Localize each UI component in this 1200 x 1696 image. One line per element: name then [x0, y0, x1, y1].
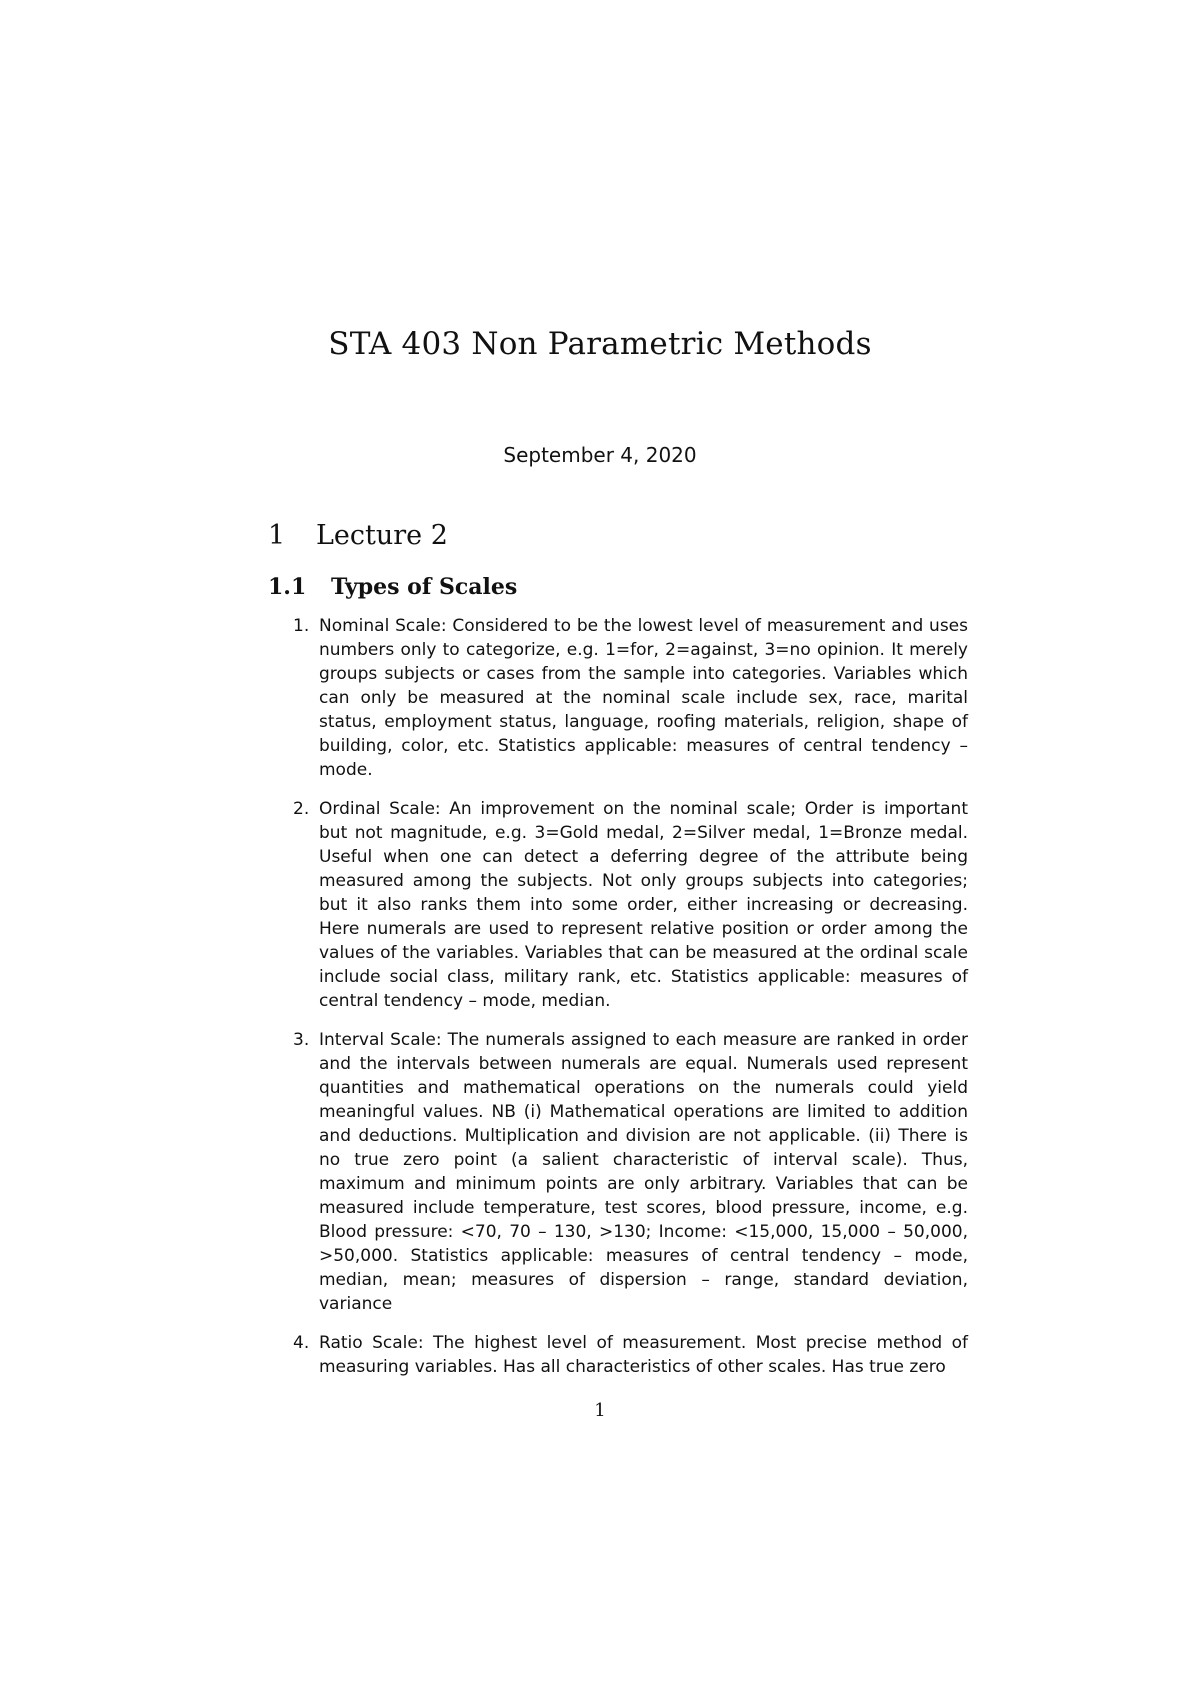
list-item-interval-scale	[268, 1028, 968, 1316]
document-date: September 4, 2020	[503, 443, 697, 467]
list-item-text: Ratio Scale: The highest level of measurement. Most precise method of measuring variables. Has all characteristics of other scales. Has true zero	[319, 1333, 968, 1377]
list-item-text: Nominal Scale: Considered to be the lowest level of measurement and uses numbers only to categorize, e.g. 1=for, 2=against, 3=no opinion. It merely groups subjects or cases from the sample into categories. Variables which can only be measured at the nominal scale include sex, race, marital status, employment status, language, roofing materials, religion, shape of building, color, etc. Statistics applicable: measures of central tendency – mode.	[319, 616, 968, 780]
list-marker: 3.	[293, 1030, 310, 1050]
list-marker: 4.	[293, 1333, 310, 1353]
section-number: 1	[268, 520, 286, 551]
subsection-heading	[268, 574, 517, 600]
list-item-text: Interval Scale: The numerals assigned to each measure are ranked in order and the intervals between numerals are equal. Numerals used represent quantities and mathematical operations on the numerals could yield meaningful values. NB (i) Mathematical operations are limited to addition and deductions. Multiplication and division are not applicable. (ii) There is no true zero point (a salient characteristic of interval scale). Thus, maximum and minimum points are only arbitrary. Variables that can be measured include temperature, test scores, blood pressure, income, e.g. Blood pressure: <70, 70 – 130, >130; Income: <15,000, 15,000 – 50,000, >50,000. Statistics applicable: measures of central tendency – mode, median, mean; measures of dispersion – range, standard deviation, variance	[319, 1030, 968, 1314]
subsection-title: Types of Scales	[331, 574, 518, 600]
list-item-text: Ordinal Scale: An improvement on the nominal scale; Order is important but not magnitude, e.g. 3=Gold medal, 2=Silver medal, 1=Bronze medal. Useful when one can detect a deferring degree of the attribute being measured among the subjects. Not only groups subjects into categories; but it also ranks them into some order, either increasing or decreasing. Here numerals are used to represent relative position or order among the values of the variables. Variables that can be measured at the ordinal scale include social class, military rank, etc. Statistics applicable: measures of central tendency – mode, median.	[319, 799, 968, 1011]
subsection-number: 1.1	[268, 574, 307, 600]
document-title: STA 403 Non Parametric Methods	[328, 326, 872, 362]
page-number: 1	[594, 1400, 606, 1421]
section-heading	[268, 520, 448, 551]
list-item-nominal-scale	[268, 614, 968, 782]
list-item-ratio-scale	[268, 1331, 968, 1379]
list-marker: 2.	[293, 799, 310, 819]
scales-list	[268, 614, 968, 1394]
section-title: Lecture 2	[316, 520, 448, 551]
list-item-ordinal-scale	[268, 797, 968, 1013]
list-marker: 1.	[293, 616, 310, 636]
